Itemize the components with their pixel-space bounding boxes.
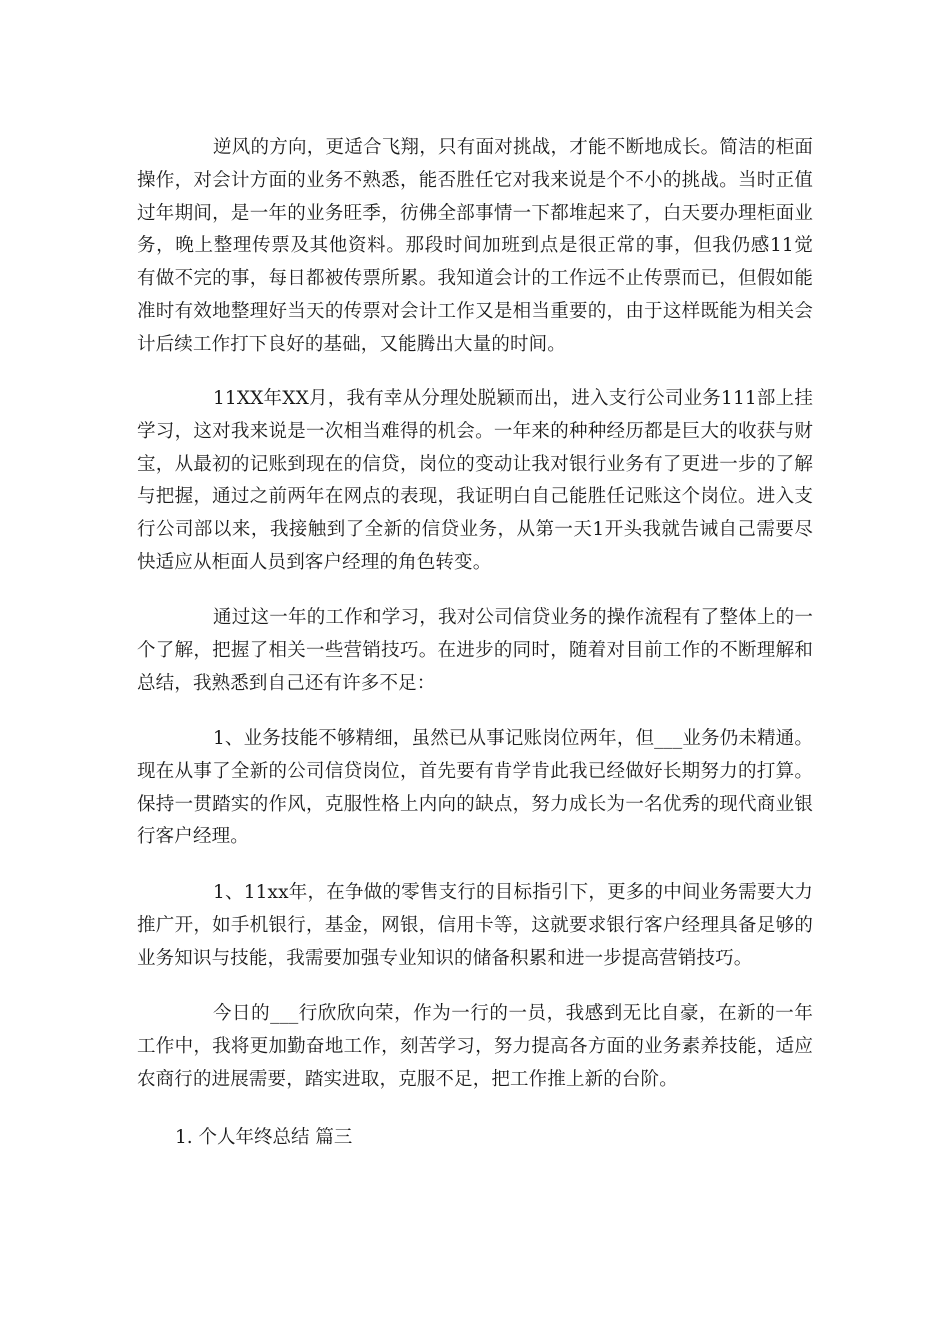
paragraph-1: 逆风的方向，更适合飞翔，只有面对挑战，才能不断地成长。简洁的柜面操作，对会计方面的业务不熟悉，能否胜任它对我来说是个不小的挑战。当时正值过年期间，是一年的业务旺季，彷佛全部事情一下都堆起来了，白天要办理柜面业务，晚上整理传票及其他资料。那段时间加班到点是很正常的事，但我仍感11觉有做不完的事，每日都被传票所累。我知道会计的工作远不止传票而已，但假如能准时有效地整理好当天的传票对会计工作又是相当重要的，由于这样既能为相关会计后续工作打下良好的基础，又能腾出大量的时间。 xyxy=(137,137,813,355)
paragraph-6: 今日的___行欣欣向荣，作为一行的一员，我感到无比自豪，在新的一年工作中，我将更加勤奋地工作，刻苦学习，努力提高各方面的业务素养技能，适应农商行的进展需要，踏实进取，克服不足，把工作推上新的台阶。 xyxy=(137,1003,813,1090)
paragraph-3: 通过这一年的工作和学习，我对公司信贷业务的操作流程有了整体上的一个了解，把握了相关一些营销技巧。在进步的同时，随着对目前工作的不断理解和总结，我熟悉到自己还有许多不足： xyxy=(137,607,813,694)
paragraph-4: 1、业务技能不够精细，虽然已从事记账岗位两年，但___业务仍未精通。现在从事了全新的公司信贷岗位，首先要有肯学肯此我已经做好长期努力的打算。保持一贯踏实的作风，克服性格上内向的缺点，努力成长为一名优秀的现代商业银行客户经理。 xyxy=(137,728,813,848)
section-heading: 1. 个人年终总结 篇三 xyxy=(175,1127,353,1148)
paragraph-5: 1、11xx年，在争做的零售支行的目标指引下，更多的中间业务需要大力推广开，如手机银行，基金，网银，信用卡等，这就要求银行客户经理具备足够的业务知识与技能，我需要加强专业知识的储备积累和进一步提高营销技巧。 xyxy=(137,882,813,969)
paragraph-2: 11XX年XX月，我有幸从分理处脱颖而出，进入支行公司业务111部上挂学习，这对我来说是一次相当难得的机会。一年来的种种经历都是巨大的收获与财宝，从最初的记账到现在的信贷，岗位的变动让我对银行业务有了更进一步的了解与把握，通过之前两年在网点的表现，我证明白自己能胜任记账这个岗位。进入支行公司部以来，我接触到了全新的信贷业务，从第一天1开头我就告诫自己需要尽快适应从柜面人员到客户经理的角色转变。 xyxy=(137,388,813,573)
